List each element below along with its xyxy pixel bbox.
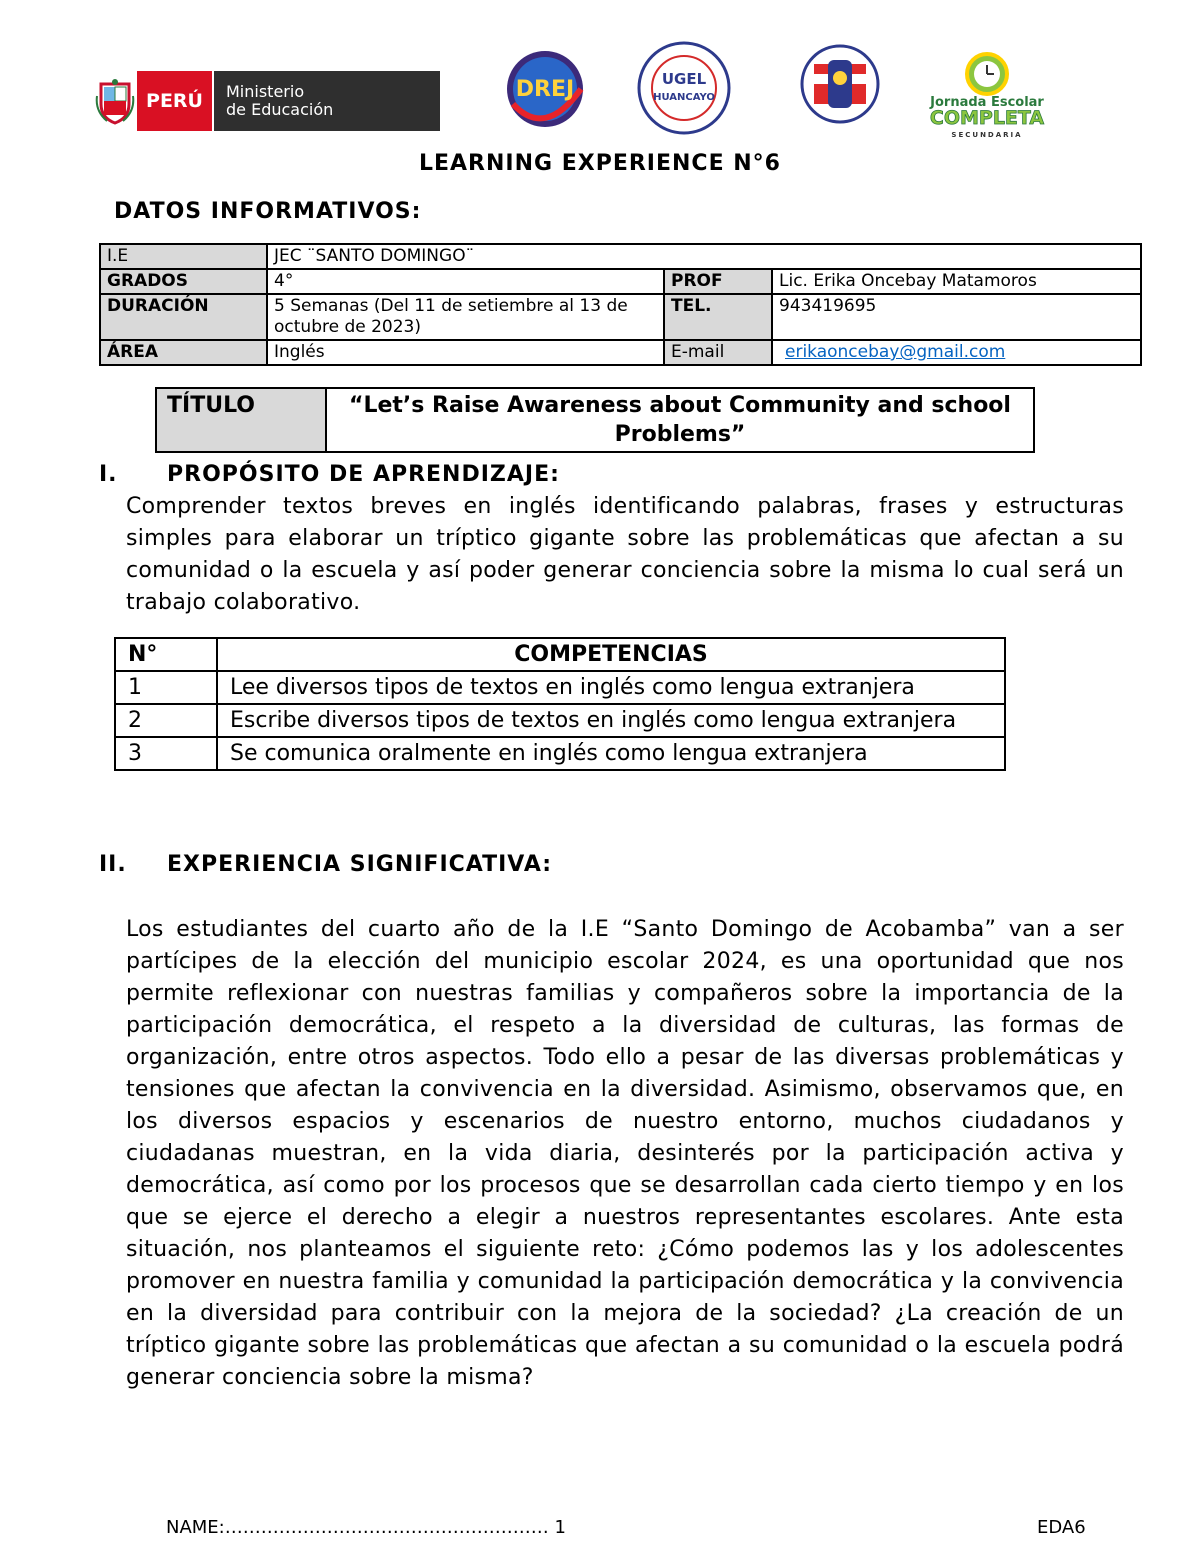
- section-proposito-heading: [99, 462, 699, 492]
- area-label: ÁREA: [100, 340, 267, 365]
- table-row: [100, 340, 1141, 365]
- grados-label: GRADOS: [100, 269, 267, 294]
- titulo-value: “Let’s Raise Awareness about Community and school Problems”: [326, 388, 1034, 452]
- jec-line3: SECUNDARIA: [951, 131, 1023, 139]
- duracion-value: 5 Semanas (Del 11 de setiembre al 13 de octubre de 2023): [267, 294, 664, 340]
- ie-value: JEC ¨SANTO DOMINGO¨: [267, 244, 1141, 269]
- table-row: [115, 671, 1005, 704]
- info-table: [99, 243, 1142, 366]
- competencia-text: Lee diversos tipos de textos en inglés como lengua extranjera: [217, 671, 1005, 704]
- tel-value: 943419695: [772, 294, 1141, 340]
- ugel-huancayo-logo: [636, 40, 732, 136]
- table-row: [100, 294, 1141, 340]
- table-row: [100, 269, 1141, 294]
- competencias-num-header: N°: [115, 638, 217, 671]
- drej-text: DREJ: [515, 77, 575, 102]
- competencia-text: Escribe diversos tipos de textos en inglés como lengua extranjera: [217, 704, 1005, 737]
- document-title: LEARNING EXPERIENCE N°6: [418, 151, 781, 176]
- titulo-table: [155, 387, 1035, 453]
- school-crest-logo: [800, 44, 880, 124]
- ministry-label: Ministerio de Educación: [212, 71, 440, 131]
- email-cell: [772, 340, 1141, 365]
- datos-informativos-heading: DATOS INFORMATIVOS:: [114, 199, 422, 224]
- section-number: I.: [99, 462, 118, 487]
- experiencia-paragraph: Los estudiantes del cuarto año de la I.E “Santo Domingo de Acobamba” van a ser partícipes de la elección del municipio escolar 2024, es una oportunidad que nos permite reflexionar con nuestras familias y compañeros sobre la importancia de la participación democrática, el respeto a la diversidad de culturas, las formas de organización, entre otros aspectos. Todo ello a pesar de las diversas problemáticas y tensiones que afectan la convivencia en la diversidad. Asimismo, observamos que, en los diversos espacios y escenarios de nuestro entorno, muchos ciudadanos y ciudadanas muestran, en la vida diaria, desinterés por la participación activa y democrática, así como por los procesos que se desarrollan cada cierto tiempo y en los que se ejerce el derecho a elegir a nuestros representantes escolares. Ante esta situación, nos planteamos el siguiente reto: ¿Cómo podemos las y los adolescentes promover en nuestra familia y comunidad la participación democrática y la convivencia en la diversidad para contribuir con la mejora de la sociedad? ¿La creación de un tríptico gigante sobre las problemáticas que afectan a su comunidad o la escuela podrá generar conciencia sobre la misma?: [126, 917, 1124, 1390]
- ugel-huancayo-text: HUANCAYO: [653, 92, 715, 103]
- table-header-row: [115, 638, 1005, 671]
- area-value: Inglés: [267, 340, 664, 365]
- tel-label: TEL.: [664, 294, 772, 340]
- jec-line2: COMPLETA: [929, 107, 1045, 129]
- section-experiencia-heading: [99, 852, 699, 882]
- drej-logo: [503, 44, 587, 134]
- ugel-text: UGEL: [661, 70, 707, 88]
- email-link[interactable]: erikaoncebay@gmail.com: [785, 342, 1006, 362]
- competencia-num: 1: [115, 671, 217, 704]
- jornada-escolar-completa-logo: [915, 44, 1060, 139]
- prof-value: Lic. Erika Oncebay Matamoros: [772, 269, 1141, 294]
- table-row: [100, 244, 1141, 269]
- table-row: [115, 704, 1005, 737]
- peru-label: PERÚ: [137, 71, 212, 131]
- proposito-paragraph: Comprender textos breves en inglés identificando palabras, frases y estructuras simples para elaborar un tríptico gigante sobre las problemáticas que afectan a su comunidad o la escuela y así poder generar conciencia sobre la misma lo cual será un trabajo colaborativo.: [126, 494, 1124, 615]
- ie-label: I.E: [100, 244, 267, 269]
- ministerio-educacion-logo: [92, 71, 440, 131]
- email-label: E-mail: [664, 340, 772, 365]
- footer-name-line: NAME:……………………………………………… 1: [166, 1517, 566, 1538]
- competencia-num: 3: [115, 737, 217, 770]
- section-title: EXPERIENCIA SIGNIFICATIVA:: [167, 852, 553, 877]
- jec-line1: Jornada Escolar: [930, 95, 1044, 110]
- prof-label: PROF: [664, 269, 772, 294]
- table-row: [156, 388, 1034, 452]
- table-row: [115, 737, 1005, 770]
- competencia-num: 2: [115, 704, 217, 737]
- section-number: II.: [99, 852, 127, 877]
- section-title: PROPÓSITO DE APRENDIZAJE:: [167, 462, 560, 487]
- peru-shield-icon: [92, 71, 137, 131]
- competencia-text: Se comunica oralmente en inglés como lengua extranjera: [217, 737, 1005, 770]
- grados-value: 4°: [267, 269, 664, 294]
- titulo-label: TÍTULO: [156, 388, 326, 452]
- competencias-table: [114, 637, 1006, 771]
- duracion-label: DURACIÓN: [100, 294, 267, 340]
- competencias-title-header: COMPETENCIAS: [217, 638, 1005, 671]
- footer-code: EDA6: [1037, 1517, 1086, 1538]
